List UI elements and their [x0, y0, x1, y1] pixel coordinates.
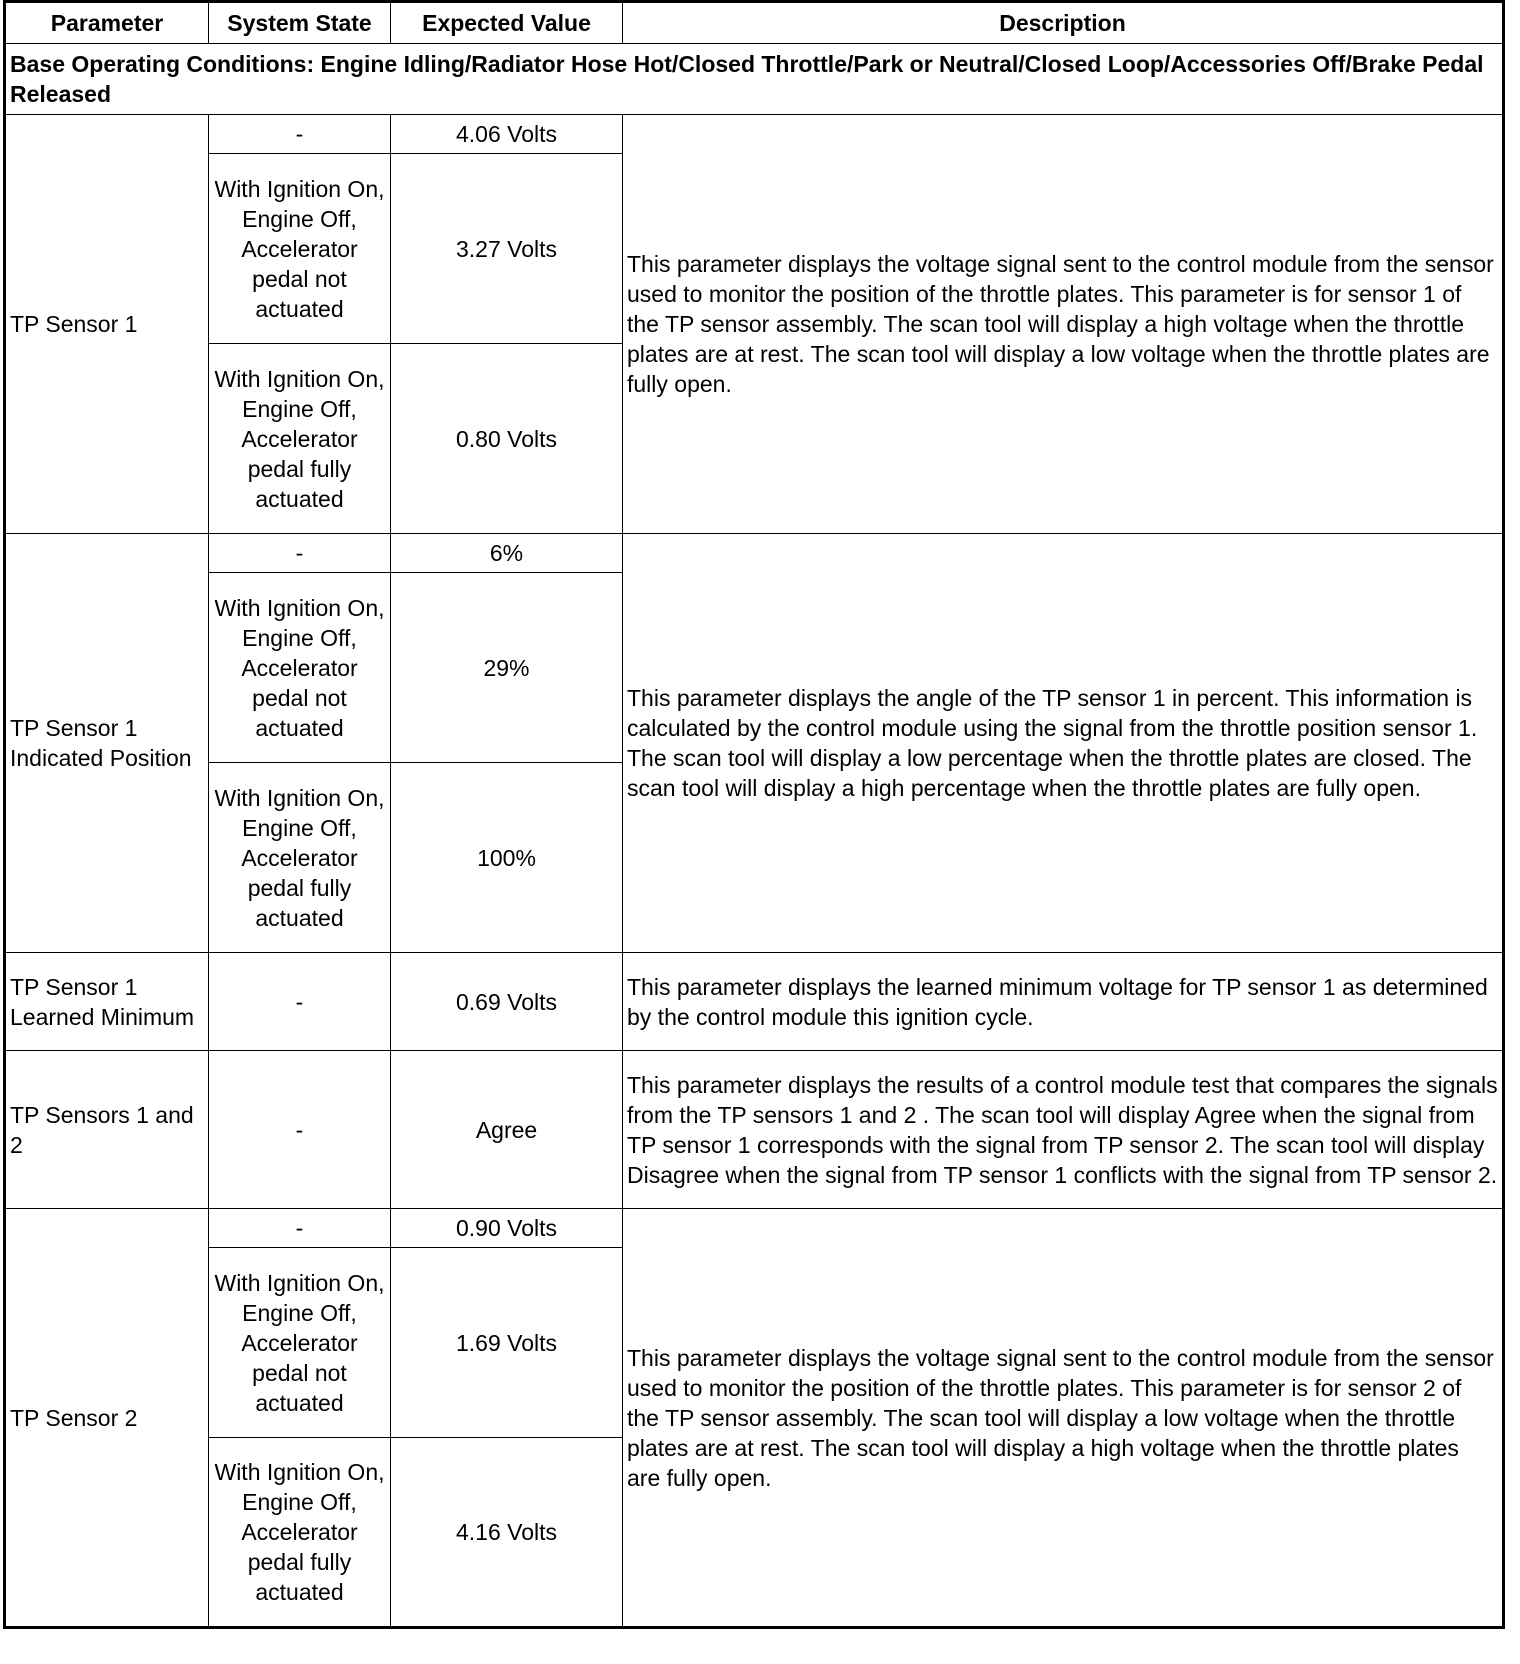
table-row	[5, 534, 1504, 573]
value-cell: 6%	[391, 534, 623, 573]
value-cell: 0.90 Volts	[391, 1209, 623, 1248]
description-cell: This parameter displays the voltage signal sent to the control module from the sensor used to monitor the position of the throttle plates. This parameter is for sensor 1 of the TP sensor assembly. The scan tool will display a high voltage when the throttle plates are at rest. The scan tool will display a low voltage when the throttle plates are fully open.	[623, 115, 1504, 534]
value-cell: 4.06 Volts	[391, 115, 623, 154]
header-parameter: Parameter	[5, 2, 209, 44]
value-cell: 4.16 Volts	[391, 1438, 623, 1628]
table-row	[5, 1051, 1504, 1209]
base-operating-conditions: Base Operating Conditions: Engine Idling/Radiator Hose Hot/Closed Throttle/Park or Neutral/Closed Loop/Accessories Off/Brake Pedal Released	[5, 44, 1504, 115]
value-cell: 0.69 Volts	[391, 953, 623, 1051]
header-row	[5, 2, 1504, 44]
state-cell: -	[209, 1051, 391, 1209]
parameter-cell: TP Sensors 1 and 2	[5, 1051, 209, 1209]
value-cell: 29%	[391, 573, 623, 763]
value-cell: 0.80 Volts	[391, 344, 623, 534]
state-cell: -	[209, 115, 391, 154]
parameter-cell: TP Sensor 1 Indicated Position	[5, 534, 209, 953]
description-cell: This parameter displays the angle of the TP sensor 1 in percent. This information is calculated by the control module using the signal from the throttle position sensor 1. The scan tool will display a low percentage when the throttle plates are closed. The scan tool will display a high percentage when the throttle plates are fully open.	[623, 534, 1504, 953]
value-cell: Agree	[391, 1051, 623, 1209]
parameter-table	[3, 0, 1505, 1629]
value-cell: 100%	[391, 763, 623, 953]
table-row	[5, 953, 1504, 1051]
parameter-cell: TP Sensor 1 Learned Minimum	[5, 953, 209, 1051]
state-cell: With Ignition On, Engine Off, Accelerator pedal not actuated	[209, 154, 391, 344]
value-cell: 3.27 Volts	[391, 154, 623, 344]
description-cell: This parameter displays the learned minimum voltage for TP sensor 1 as determined by the control module this ignition cycle.	[623, 953, 1504, 1051]
state-cell: With Ignition On, Engine Off, Accelerator pedal fully actuated	[209, 763, 391, 953]
state-cell: With Ignition On, Engine Off, Accelerator pedal not actuated	[209, 573, 391, 763]
state-cell: With Ignition On, Engine Off, Accelerator pedal fully actuated	[209, 344, 391, 534]
header-expected-value: Expected Value	[391, 2, 623, 44]
state-cell: -	[209, 953, 391, 1051]
state-cell: With Ignition On, Engine Off, Accelerator pedal not actuated	[209, 1248, 391, 1438]
state-cell: -	[209, 534, 391, 573]
header-description: Description	[623, 2, 1504, 44]
header-system-state: System State	[209, 2, 391, 44]
table-row	[5, 115, 1504, 154]
parameter-cell: TP Sensor 2	[5, 1209, 209, 1628]
value-cell: 1.69 Volts	[391, 1248, 623, 1438]
state-cell: -	[209, 1209, 391, 1248]
table-row	[5, 1209, 1504, 1248]
description-cell: This parameter displays the results of a control module test that compares the signals from the TP sensors 1 and 2 . The scan tool will display Agree when the signal from TP sensor 1 corresponds with the signal from TP sensor 2. The scan tool will display Disagree when the signal from TP sensor 1 conflicts with the signal from TP sensor 2.	[623, 1051, 1504, 1209]
parameter-cell: TP Sensor 1	[5, 115, 209, 534]
description-cell: This parameter displays the voltage signal sent to the control module from the sensor used to monitor the position of the throttle plates. This parameter is for sensor 2 of the TP sensor assembly. The scan tool will display a low voltage when the throttle plates are at rest. The scan tool will display a high voltage when the throttle plates are fully open.	[623, 1209, 1504, 1628]
conditions-row	[5, 44, 1504, 115]
state-cell: With Ignition On, Engine Off, Accelerator pedal fully actuated	[209, 1438, 391, 1628]
